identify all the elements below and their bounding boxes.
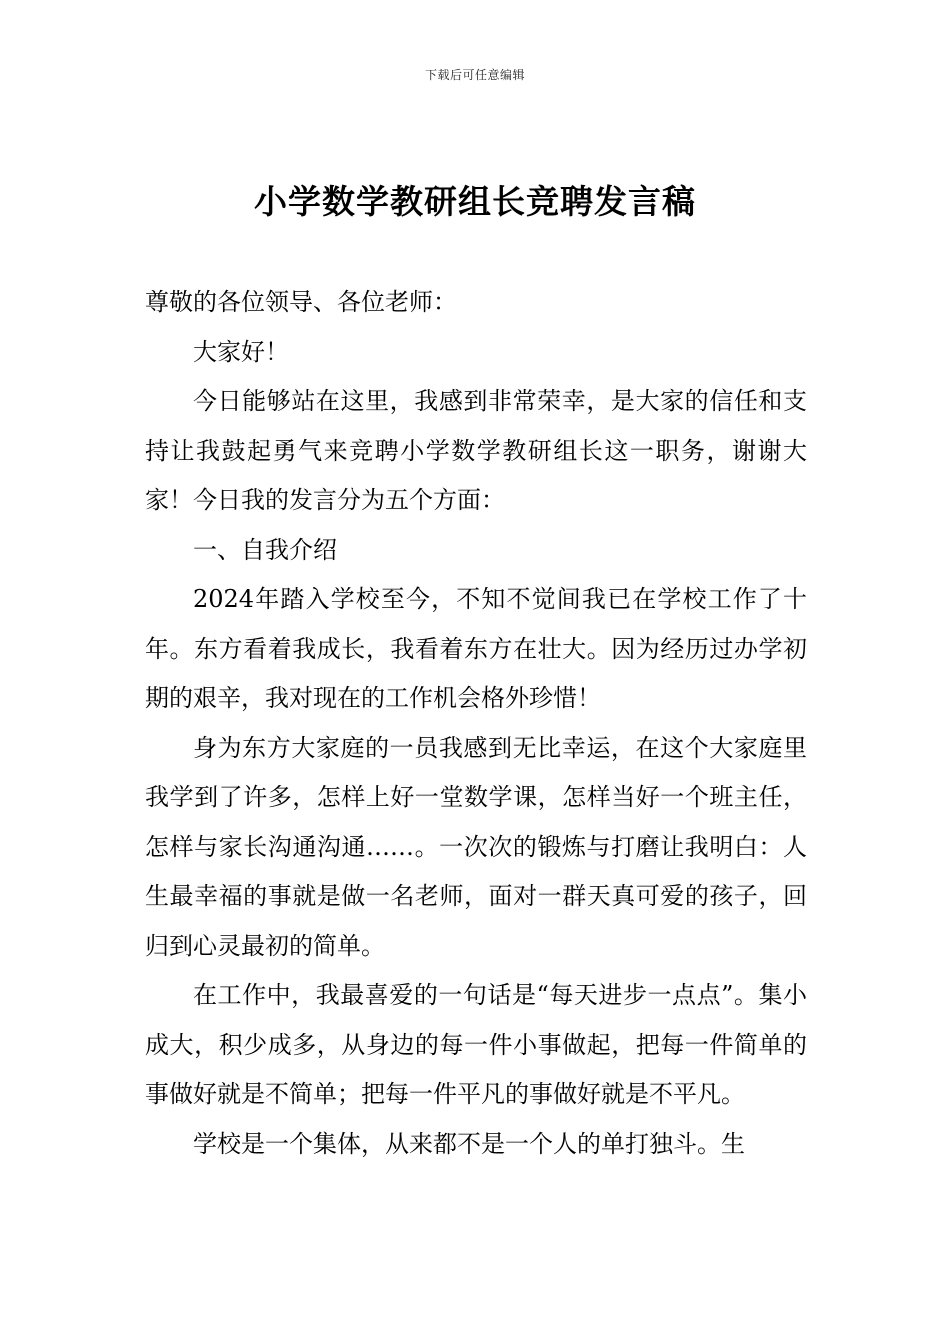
body-paragraph: 2024年踏入学校至今，不知不觉间我已在学校工作了十年。东方看着我成长，我看着东方在壮大。因为经历过办学初期的艰辛，我对现在的工作机会格外珍惜！ bbox=[145, 585, 807, 712]
greeting-paragraph: 大家好！ bbox=[193, 337, 289, 366]
body-paragraph: 身为东方大家庭的一员我感到无比幸运，在这个大家庭里我学到了许多，怎样上好一堂数学课，怎样当好一个班主任，怎样与家长沟通沟通……。一次次的锻炼与打磨让我明白：人生最幸福的事就是做一名老师，面对一群天真可爱的孩子，回归到心灵最初的简单。 bbox=[145, 733, 807, 960]
page-header-note: 下载后可任意编辑 bbox=[424, 68, 525, 82]
section-heading: 一、自我介绍 bbox=[193, 535, 337, 564]
document-body bbox=[145, 278, 807, 1169]
document-title: 小学数学教研组长竞聘发言稿 bbox=[254, 182, 696, 221]
intro-paragraph: 今日能够站在这里，我感到非常荣幸，是大家的信任和支持让我鼓起勇气来竞聘小学数学教研组长这一职务，谢谢大家！今日我的发言分为五个方面： bbox=[145, 387, 807, 514]
body-paragraph: 在工作中，我最喜爱的一句话是“每天进步一点点”。集小成大，积少成多，从身边的每一件小事做起，把每一件简单的事做好就是不简单；把每一件平凡的事做好就是不平凡。 bbox=[145, 981, 807, 1108]
body-paragraph: 学校是一个集体，从来都不是一个人的单打独斗。生 bbox=[193, 1129, 745, 1158]
salutation-paragraph: 尊敬的各位领导、各位老师： bbox=[145, 288, 457, 316]
